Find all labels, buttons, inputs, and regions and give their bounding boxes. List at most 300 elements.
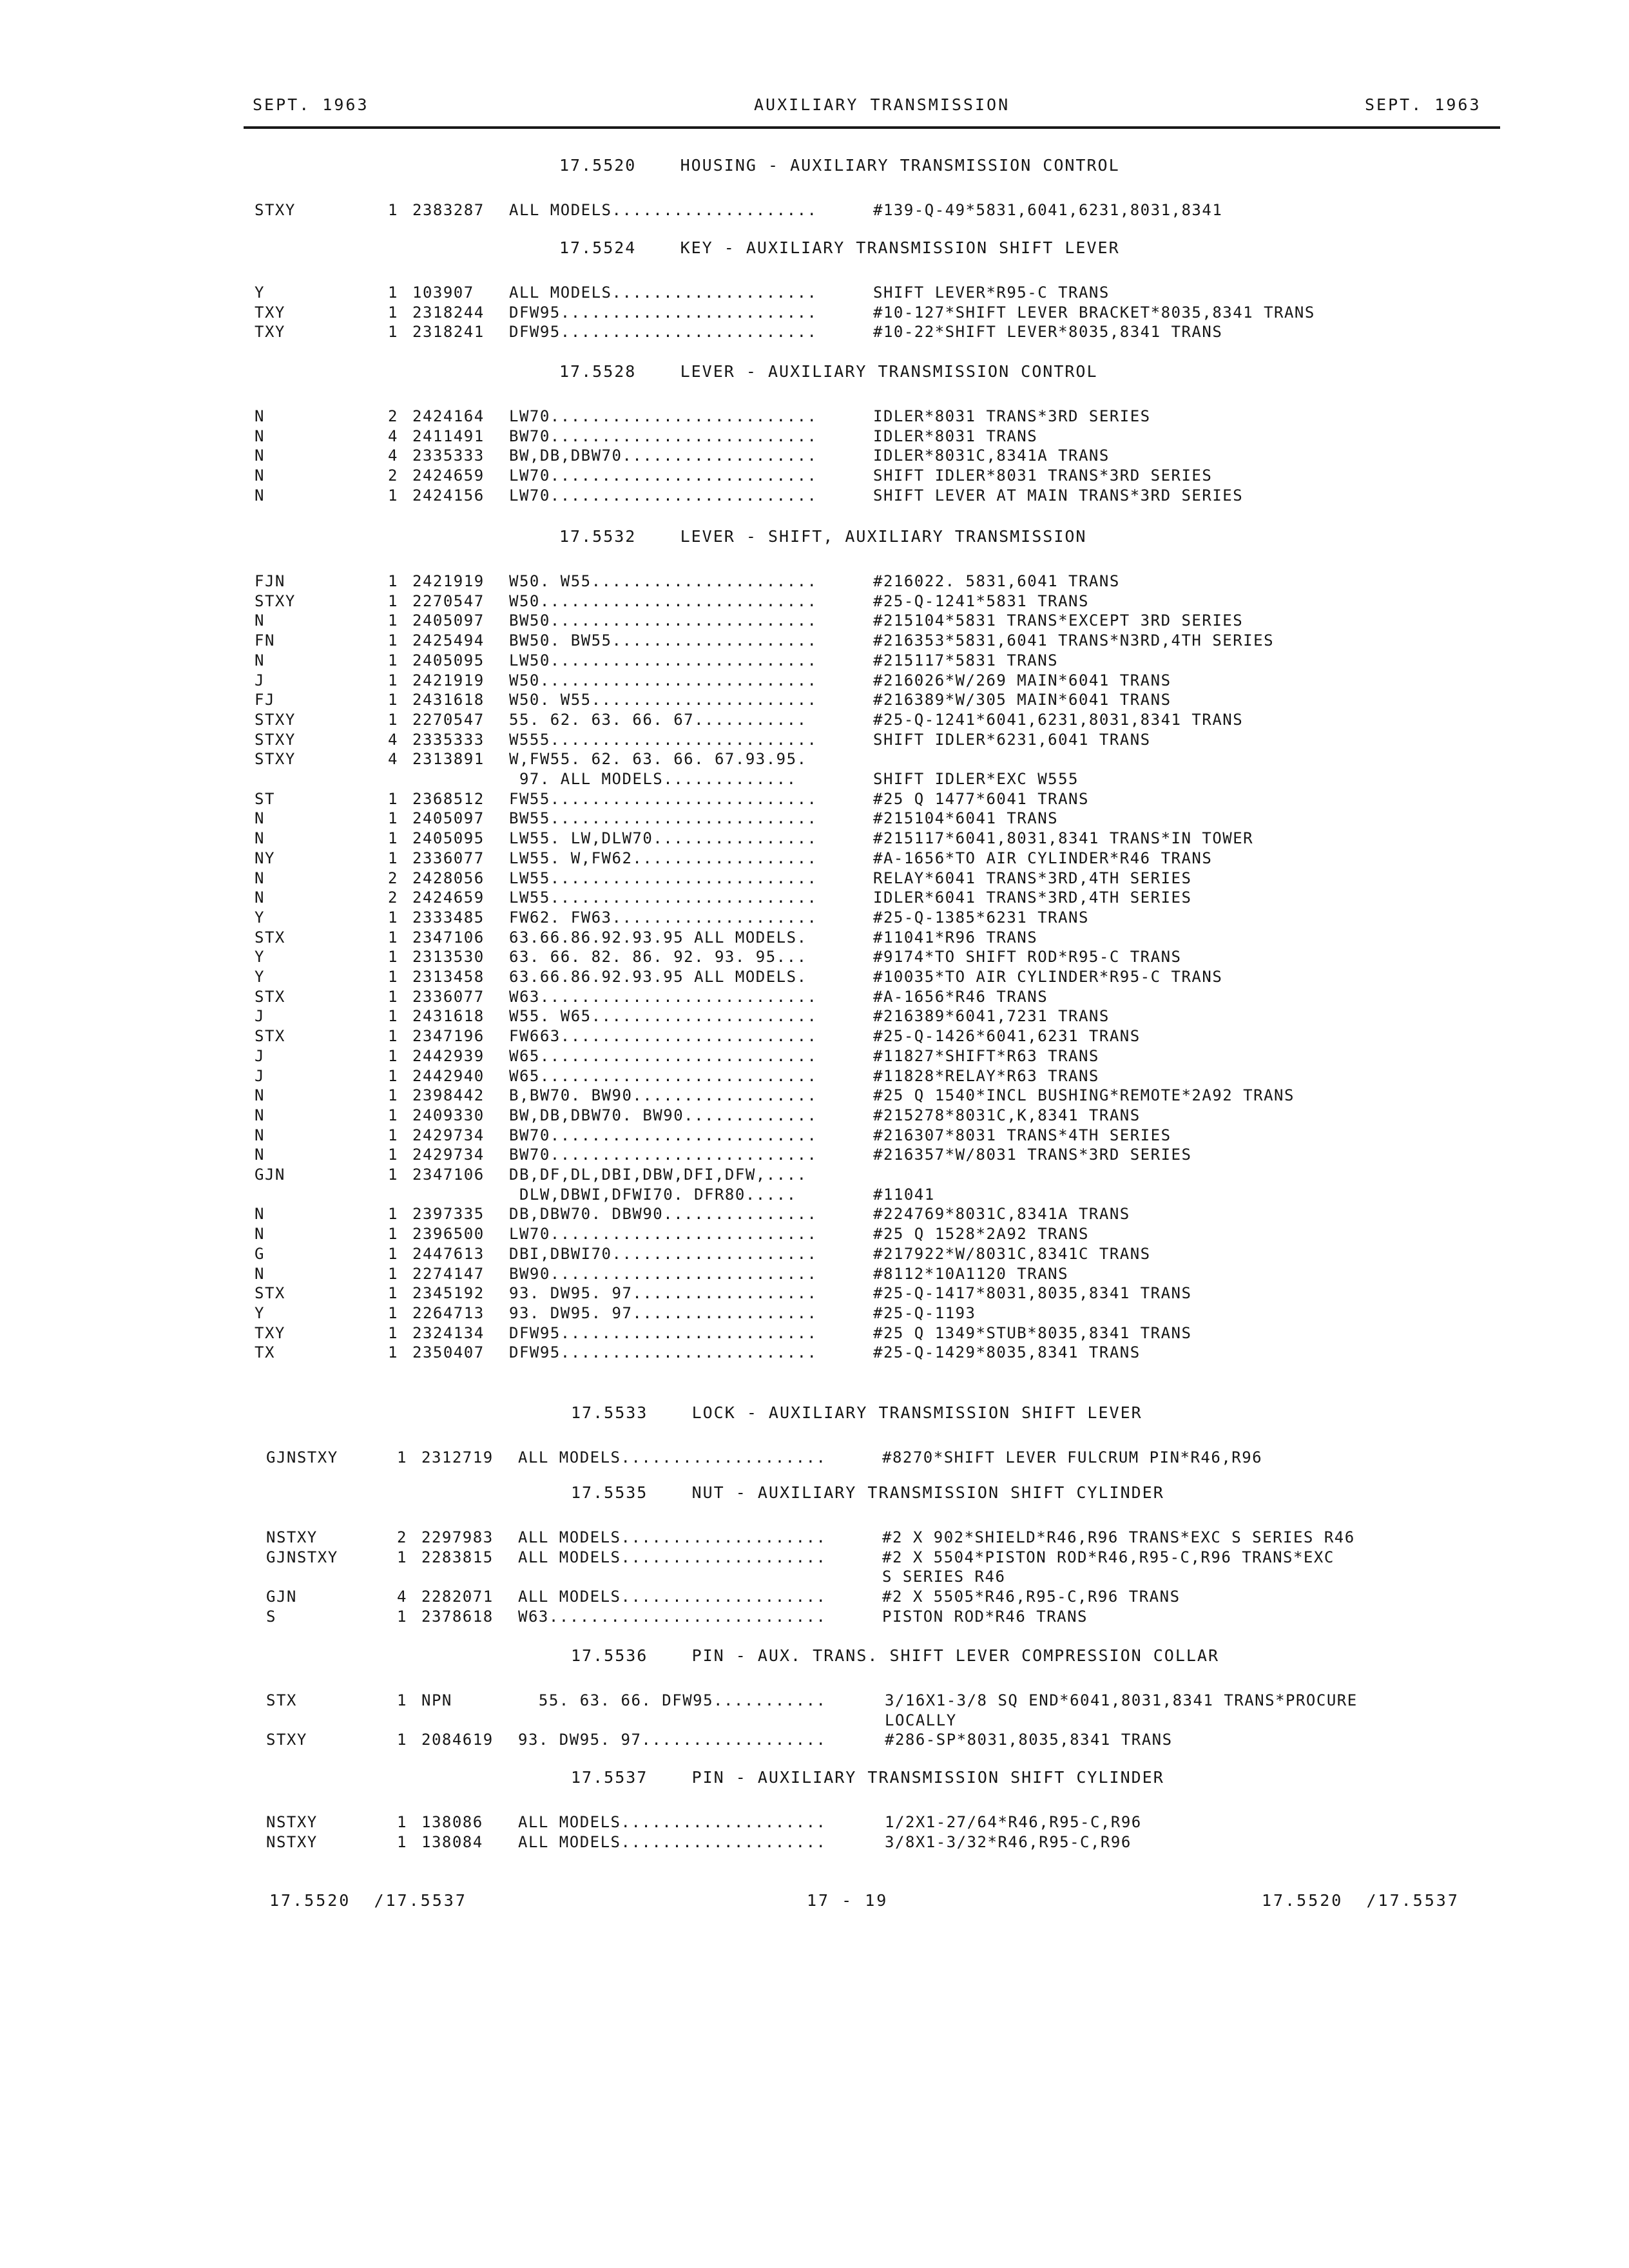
applicability-codes: FN bbox=[255, 631, 275, 649]
quantity: 1 bbox=[388, 1245, 398, 1263]
part-row bbox=[0, 1711, 1629, 1731]
part-row bbox=[0, 1067, 1629, 1086]
model-list: ALL MODELS.................... bbox=[518, 1588, 827, 1606]
description: IDLER*8031C,8341A TRANS bbox=[873, 447, 1110, 465]
description: #216357*W/8031 TRANS*3RD SERIES bbox=[873, 1146, 1192, 1164]
part-row bbox=[0, 948, 1629, 967]
model-list: FW55.......................... bbox=[509, 790, 818, 808]
part-number: 2270547 bbox=[412, 592, 485, 610]
quantity: 1 bbox=[388, 1324, 398, 1342]
part-row bbox=[0, 1027, 1629, 1046]
part-row bbox=[0, 201, 1629, 220]
model-list: W55. W65...................... bbox=[509, 1007, 818, 1025]
description: #25 Q 1540*INCL BUSHING*REMOTE*2A92 TRANS bbox=[873, 1086, 1295, 1104]
part-number: 2378618 bbox=[421, 1608, 494, 1626]
part-row bbox=[0, 1568, 1629, 1587]
part-row bbox=[0, 731, 1629, 750]
description: #215104*6041 TRANS bbox=[873, 809, 1059, 827]
description: IDLER*8031 TRANS bbox=[873, 427, 1038, 445]
quantity: 1 bbox=[388, 1086, 398, 1104]
model-list: W50. W55...................... bbox=[509, 572, 818, 590]
header-title: AUXILIARY TRANSMISSION bbox=[754, 95, 1010, 114]
footer-range-left: 17.5520 /17.5537 bbox=[269, 1891, 467, 1910]
description: SHIFT LEVER AT MAIN TRANS*3RD SERIES bbox=[873, 486, 1244, 505]
quantity: 1 bbox=[388, 988, 398, 1006]
description: SHIFT IDLER*EXC W555 bbox=[873, 770, 1079, 788]
model-list: W555.......................... bbox=[509, 731, 818, 749]
description: #25-Q-1193 bbox=[873, 1304, 976, 1322]
description: #216026*W/269 MAIN*6041 TRANS bbox=[873, 671, 1171, 689]
quantity: 1 bbox=[388, 284, 398, 302]
quantity: 1 bbox=[388, 908, 398, 927]
quantity: 1 bbox=[388, 790, 398, 808]
description: #217922*W/8031C,8341C TRANS bbox=[873, 1245, 1151, 1263]
description: RELAY*6041 TRANS*3RD,4TH SERIES bbox=[873, 869, 1192, 887]
section-code: 17.5528 bbox=[559, 362, 637, 381]
applicability-codes: STXY bbox=[255, 592, 296, 610]
description: #215117*5831 TRANS bbox=[873, 651, 1059, 669]
part-row bbox=[0, 651, 1629, 671]
description: IDLER*6041 TRANS*3RD,4TH SERIES bbox=[873, 889, 1192, 907]
model-list: DFW95......................... bbox=[509, 323, 818, 341]
quantity: 1 bbox=[388, 1126, 398, 1144]
quantity: 1 bbox=[388, 849, 398, 867]
part-row bbox=[0, 711, 1629, 730]
quantity: 1 bbox=[388, 1106, 398, 1124]
part-number: 2424659 bbox=[412, 466, 485, 485]
part-number: 2324134 bbox=[412, 1324, 485, 1342]
model-list: BW70.......................... bbox=[509, 1146, 818, 1164]
quantity: 1 bbox=[388, 1343, 398, 1361]
applicability-codes: G bbox=[255, 1245, 265, 1263]
model-list: BW55.......................... bbox=[509, 809, 818, 827]
section-heading bbox=[571, 1768, 1164, 1787]
model-list: ALL MODELS.................... bbox=[518, 1448, 827, 1466]
part-row bbox=[0, 427, 1629, 447]
model-list: 93. DW95. 97.................. bbox=[509, 1304, 818, 1322]
applicability-codes: STX bbox=[255, 1284, 285, 1302]
applicability-codes: GJN bbox=[255, 1166, 285, 1184]
section-title: LEVER - AUXILIARY TRANSMISSION CONTROL bbox=[680, 362, 1098, 381]
part-number: 2264713 bbox=[412, 1304, 485, 1322]
quantity: 1 bbox=[397, 1691, 407, 1709]
quantity: 1 bbox=[397, 1813, 407, 1831]
part-number: 2333485 bbox=[412, 908, 485, 927]
model-list: DLW,DBWI,DFWI70. DFR80..... bbox=[509, 1186, 797, 1204]
applicability-codes: TXY bbox=[255, 303, 285, 322]
description: #216307*8031 TRANS*4TH SERIES bbox=[873, 1126, 1171, 1144]
applicability-codes: J bbox=[255, 1067, 265, 1085]
section-code: 17.5520 bbox=[559, 156, 637, 175]
applicability-codes: N bbox=[255, 447, 265, 465]
description: #2 X 5504*PISTON ROD*R46,R95-C,R96 TRANS*EXC bbox=[882, 1548, 1335, 1566]
applicability-codes: STX bbox=[255, 988, 285, 1006]
part-row bbox=[0, 1047, 1629, 1066]
part-row bbox=[0, 1833, 1629, 1852]
model-list: 63.66.86.92.93.95 ALL MODELS. bbox=[509, 968, 807, 986]
model-list: 63. 66. 82. 86. 92. 93. 95... bbox=[509, 948, 807, 966]
part-number: 2283815 bbox=[421, 1548, 494, 1566]
description: 3/8X1-3/32*R46,R95-C,R96 bbox=[885, 1833, 1132, 1851]
part-number: 2429734 bbox=[412, 1126, 485, 1144]
description: #216389*6041,7231 TRANS bbox=[873, 1007, 1110, 1025]
part-number: 2424164 bbox=[412, 407, 485, 425]
description: #A-1656*R46 TRANS bbox=[873, 988, 1048, 1006]
applicability-codes: N bbox=[255, 486, 265, 505]
part-row bbox=[0, 1166, 1629, 1185]
model-list: ALL MODELS.................... bbox=[518, 1813, 827, 1831]
quantity: 1 bbox=[388, 592, 398, 610]
description: 1/2X1-27/64*R46,R95-C,R96 bbox=[885, 1813, 1142, 1831]
quantity: 1 bbox=[388, 671, 398, 689]
part-number: 138086 bbox=[421, 1813, 483, 1831]
model-list: 97. ALL MODELS............. bbox=[509, 770, 797, 788]
applicability-codes: Y bbox=[255, 908, 265, 927]
applicability-codes: N bbox=[255, 809, 265, 827]
applicability-codes: NY bbox=[255, 849, 275, 867]
quantity: 1 bbox=[388, 948, 398, 966]
applicability-codes: STXY bbox=[255, 201, 296, 219]
quantity: 1 bbox=[388, 1166, 398, 1184]
description: #216389*W/305 MAIN*6041 TRANS bbox=[873, 691, 1171, 709]
applicability-codes: N bbox=[255, 1265, 265, 1283]
part-row bbox=[0, 1813, 1629, 1832]
part-number: 2396500 bbox=[412, 1225, 485, 1243]
description: LOCALLY bbox=[885, 1711, 957, 1729]
quantity: 1 bbox=[388, 1047, 398, 1065]
applicability-codes: TXY bbox=[255, 323, 285, 341]
part-number: 2313530 bbox=[412, 948, 485, 966]
model-list: LW70.......................... bbox=[509, 466, 818, 485]
part-row bbox=[0, 849, 1629, 869]
description: #10035*TO AIR CYLINDER*R95-C TRANS bbox=[873, 968, 1223, 986]
applicability-codes: ST bbox=[255, 790, 275, 808]
description: #25 Q 1528*2A92 TRANS bbox=[873, 1225, 1089, 1243]
description: S SERIES R46 bbox=[882, 1568, 1006, 1586]
part-row bbox=[0, 869, 1629, 889]
applicability-codes: TXY bbox=[255, 1324, 285, 1342]
part-number: 2312719 bbox=[421, 1448, 494, 1466]
description: #25 Q 1349*STUB*8035,8341 TRANS bbox=[873, 1324, 1192, 1342]
applicability-codes: N bbox=[255, 869, 265, 887]
applicability-codes: STXY bbox=[255, 750, 296, 768]
quantity: 1 bbox=[388, 572, 398, 590]
applicability-codes: N bbox=[255, 1106, 265, 1124]
description: #8112*10A1120 TRANS bbox=[873, 1265, 1069, 1283]
part-row bbox=[0, 1284, 1629, 1303]
part-row bbox=[0, 691, 1629, 710]
section-heading bbox=[559, 156, 1120, 175]
description: #11828*RELAY*R63 TRANS bbox=[873, 1067, 1099, 1085]
applicability-codes: STX bbox=[255, 928, 285, 947]
section-heading bbox=[559, 238, 1120, 257]
part-number: 2347106 bbox=[412, 1166, 485, 1184]
model-list: W50. W55...................... bbox=[509, 691, 818, 709]
part-number: 2336077 bbox=[412, 849, 485, 867]
quantity: 4 bbox=[397, 1588, 407, 1606]
applicability-codes: J bbox=[255, 1047, 265, 1065]
header-date-right: SEPT. 1963 bbox=[1365, 95, 1481, 114]
quantity: 1 bbox=[397, 1448, 407, 1466]
part-number: 2424156 bbox=[412, 486, 485, 505]
description: #25-Q-1429*8035,8341 TRANS bbox=[873, 1343, 1141, 1361]
quantity: 2 bbox=[388, 466, 398, 485]
section-title: LEVER - SHIFT, AUXILIARY TRANSMISSION bbox=[680, 527, 1087, 546]
model-list: LW55. W,FW62.................. bbox=[509, 849, 818, 867]
section-title: KEY - AUXILIARY TRANSMISSION SHIFT LEVER bbox=[680, 238, 1120, 257]
model-list: W63........................... bbox=[509, 988, 818, 1006]
part-number: 2347196 bbox=[412, 1027, 485, 1045]
description: #25-Q-1426*6041,6231 TRANS bbox=[873, 1027, 1141, 1045]
model-list: DFW95......................... bbox=[509, 1343, 818, 1361]
section-title: PIN - AUXILIARY TRANSMISSION SHIFT CYLINDER bbox=[691, 1768, 1164, 1787]
applicability-codes: N bbox=[255, 611, 265, 629]
section-code: 17.5535 bbox=[571, 1483, 648, 1502]
part-row bbox=[0, 1106, 1629, 1126]
description: SHIFT IDLER*8031 TRANS*3RD SERIES bbox=[873, 466, 1213, 485]
model-list: DFW95......................... bbox=[509, 1324, 818, 1342]
part-number: 2431618 bbox=[412, 1007, 485, 1025]
model-list: ALL MODELS.................... bbox=[509, 201, 818, 219]
model-list: 93. DW95. 97.................. bbox=[518, 1731, 827, 1749]
part-row bbox=[0, 1245, 1629, 1264]
description: #215117*6041,8031,8341 TRANS*IN TOWER bbox=[873, 829, 1254, 847]
part-row bbox=[0, 770, 1629, 789]
part-number: 2425494 bbox=[412, 631, 485, 649]
description: #215104*5831 TRANS*EXCEPT 3RD SERIES bbox=[873, 611, 1244, 629]
description: #216022. 5831,6041 TRANS bbox=[873, 572, 1120, 590]
applicability-codes: N bbox=[255, 427, 265, 445]
section-title: HOUSING - AUXILIARY TRANSMISSION CONTROL bbox=[680, 156, 1120, 175]
quantity: 1 bbox=[388, 1146, 398, 1164]
part-number: 2431618 bbox=[412, 691, 485, 709]
part-number: 2368512 bbox=[412, 790, 485, 808]
applicability-codes: N bbox=[255, 1146, 265, 1164]
part-number: 2429734 bbox=[412, 1146, 485, 1164]
description: #11041 bbox=[873, 1186, 935, 1204]
part-number: 2421919 bbox=[412, 671, 485, 689]
part-row bbox=[0, 1265, 1629, 1284]
description: PISTON ROD*R46 TRANS bbox=[882, 1608, 1088, 1626]
part-number: 2405095 bbox=[412, 651, 485, 669]
section-heading bbox=[571, 1483, 1164, 1502]
applicability-codes: N bbox=[255, 651, 265, 669]
quantity: 1 bbox=[397, 1731, 407, 1749]
part-row bbox=[0, 303, 1629, 323]
part-row bbox=[0, 1548, 1629, 1568]
quantity: 2 bbox=[388, 869, 398, 887]
quantity: 1 bbox=[397, 1833, 407, 1851]
description: #216353*5831,6041 TRANS*N3RD,4TH SERIES bbox=[873, 631, 1275, 649]
section-code: 17.5524 bbox=[559, 238, 637, 257]
description: #25-Q-1385*6231 TRANS bbox=[873, 908, 1089, 927]
quantity: 1 bbox=[388, 1225, 398, 1243]
section-heading bbox=[571, 1646, 1219, 1665]
model-list: DFW95......................... bbox=[509, 303, 818, 322]
model-list: 55. 62. 63. 66. 67........... bbox=[509, 711, 807, 729]
quantity: 4 bbox=[388, 447, 398, 465]
part-row bbox=[0, 790, 1629, 809]
part-number: 2428056 bbox=[412, 869, 485, 887]
description: #A-1656*TO AIR CYLINDER*R46 TRANS bbox=[873, 849, 1213, 867]
quantity: 1 bbox=[388, 809, 398, 827]
model-list: LW50.......................... bbox=[509, 651, 818, 669]
part-row bbox=[0, 750, 1629, 769]
quantity: 1 bbox=[388, 829, 398, 847]
part-row bbox=[0, 671, 1629, 691]
part-row bbox=[0, 572, 1629, 591]
quantity: 2 bbox=[388, 407, 398, 425]
part-row bbox=[0, 829, 1629, 849]
section-heading bbox=[559, 362, 1098, 381]
part-row bbox=[0, 908, 1629, 928]
part-number: 2084619 bbox=[421, 1731, 494, 1749]
applicability-codes: STX bbox=[266, 1691, 297, 1709]
applicability-codes: Y bbox=[255, 948, 265, 966]
part-row bbox=[0, 447, 1629, 466]
part-row bbox=[0, 1186, 1629, 1205]
model-list: LW55. LW,DLW70................ bbox=[509, 829, 818, 847]
quantity: 1 bbox=[388, 1027, 398, 1045]
footer-range-right: 17.5520 /17.5537 bbox=[1262, 1891, 1460, 1910]
quantity: 1 bbox=[388, 711, 398, 729]
part-row bbox=[0, 1448, 1629, 1468]
part-row bbox=[0, 284, 1629, 303]
quantity: 1 bbox=[388, 651, 398, 669]
applicability-codes: FJ bbox=[255, 691, 275, 709]
model-list: 55. 63. 66. DFW95........... bbox=[518, 1691, 827, 1709]
part-number: 103907 bbox=[412, 284, 474, 302]
description: #286-SP*8031,8035,8341 TRANS bbox=[885, 1731, 1173, 1749]
description: #2 X 5505*R46,R95-C,R96 TRANS bbox=[882, 1588, 1181, 1606]
applicability-codes: N bbox=[255, 889, 265, 907]
section-code: 17.5533 bbox=[571, 1403, 648, 1422]
part-row bbox=[0, 407, 1629, 427]
quantity: 4 bbox=[388, 731, 398, 749]
quantity: 2 bbox=[388, 889, 398, 907]
description: IDLER*8031 TRANS*3RD SERIES bbox=[873, 407, 1151, 425]
description: #10-127*SHIFT LEVER BRACKET*8035,8341 TRANS bbox=[873, 303, 1315, 322]
description: #25-Q-1241*6041,6231,8031,8341 TRANS bbox=[873, 711, 1244, 729]
applicability-codes: STXY bbox=[266, 1731, 307, 1749]
quantity: 1 bbox=[388, 486, 398, 505]
quantity: 1 bbox=[388, 968, 398, 986]
part-number: 2335333 bbox=[412, 731, 485, 749]
quantity: 1 bbox=[388, 928, 398, 947]
part-number: 2274147 bbox=[412, 1265, 485, 1283]
description: SHIFT IDLER*6231,6041 TRANS bbox=[873, 731, 1151, 749]
part-number: 2405095 bbox=[412, 829, 485, 847]
part-row bbox=[0, 1304, 1629, 1323]
description: #11041*R96 TRANS bbox=[873, 928, 1038, 947]
applicability-codes: N bbox=[255, 1205, 265, 1223]
part-number: 2398442 bbox=[412, 1086, 485, 1104]
model-list: 63.66.86.92.93.95 ALL MODELS. bbox=[509, 928, 807, 947]
description: #25-Q-1417*8031,8035,8341 TRANS bbox=[873, 1284, 1192, 1302]
quantity: 1 bbox=[397, 1548, 407, 1566]
part-number: 2335333 bbox=[412, 447, 485, 465]
applicability-codes: STXY bbox=[255, 731, 296, 749]
part-number: 2447613 bbox=[412, 1245, 485, 1263]
part-row bbox=[0, 809, 1629, 829]
model-list: ALL MODELS.................... bbox=[518, 1833, 827, 1851]
part-number: 138084 bbox=[421, 1833, 483, 1851]
model-list: ALL MODELS.................... bbox=[518, 1528, 827, 1546]
part-number: 2405097 bbox=[412, 809, 485, 827]
model-list: ALL MODELS.................... bbox=[518, 1548, 827, 1566]
quantity: 4 bbox=[388, 750, 398, 768]
applicability-codes: Y bbox=[255, 284, 265, 302]
part-row bbox=[0, 323, 1629, 342]
quantity: 1 bbox=[388, 323, 398, 341]
part-row bbox=[0, 968, 1629, 987]
part-row bbox=[0, 1324, 1629, 1343]
part-row bbox=[0, 1086, 1629, 1106]
applicability-codes: N bbox=[255, 1126, 265, 1144]
model-list: W50........................... bbox=[509, 671, 818, 689]
description: #10-22*SHIFT LEVER*8035,8341 TRANS bbox=[873, 323, 1223, 341]
part-number: 2411491 bbox=[412, 427, 485, 445]
quantity: 1 bbox=[388, 1007, 398, 1025]
part-row bbox=[0, 928, 1629, 948]
applicability-codes: NSTXY bbox=[266, 1528, 318, 1546]
part-row bbox=[0, 1691, 1629, 1711]
part-number: 2318241 bbox=[412, 323, 485, 341]
quantity: 1 bbox=[388, 1067, 398, 1085]
model-list: BW70.......................... bbox=[509, 427, 818, 445]
description: #25-Q-1241*5831 TRANS bbox=[873, 592, 1089, 610]
part-number: 2297983 bbox=[421, 1528, 494, 1546]
applicability-codes: J bbox=[255, 671, 265, 689]
description: #139-Q-49*5831,6041,6231,8031,8341 bbox=[873, 201, 1223, 219]
model-list: BW,DB,DBW70. BW90............. bbox=[509, 1106, 818, 1124]
model-list: W65........................... bbox=[509, 1047, 818, 1065]
model-list: FW663......................... bbox=[509, 1027, 818, 1045]
footer-page-number: 17 - 19 bbox=[807, 1891, 889, 1910]
model-list: LW70.......................... bbox=[509, 1225, 818, 1243]
description: #8270*SHIFT LEVER FULCRUM PIN*R46,R96 bbox=[882, 1448, 1263, 1466]
section-title: NUT - AUXILIARY TRANSMISSION SHIFT CYLINDER bbox=[691, 1483, 1164, 1502]
part-row bbox=[0, 631, 1629, 651]
model-list: BW70.......................... bbox=[509, 1126, 818, 1144]
model-list: LW55.......................... bbox=[509, 869, 818, 887]
part-number: 2336077 bbox=[412, 988, 485, 1006]
model-list: W65........................... bbox=[509, 1067, 818, 1085]
description: #224769*8031C,8341A TRANS bbox=[873, 1205, 1130, 1223]
applicability-codes: N bbox=[255, 407, 265, 425]
quantity: 1 bbox=[388, 631, 398, 649]
quantity: 1 bbox=[388, 303, 398, 322]
model-list: LW55.......................... bbox=[509, 889, 818, 907]
part-number: 2405097 bbox=[412, 611, 485, 629]
applicability-codes: STX bbox=[255, 1027, 285, 1045]
applicability-codes: GJN bbox=[266, 1588, 297, 1606]
model-list: BW50.......................... bbox=[509, 611, 818, 629]
description: #25 Q 1477*6041 TRANS bbox=[873, 790, 1089, 808]
model-list: DB,DBW70. DBW90............... bbox=[509, 1205, 818, 1223]
model-list: BW50. BW55.................... bbox=[509, 631, 818, 649]
quantity: 1 bbox=[388, 1304, 398, 1322]
part-number: 2313458 bbox=[412, 968, 485, 986]
model-list: 93. DW95. 97.................. bbox=[509, 1284, 818, 1302]
section-heading bbox=[571, 1403, 1142, 1422]
applicability-codes: N bbox=[255, 1225, 265, 1243]
part-number: 2282071 bbox=[421, 1588, 494, 1606]
quantity: 1 bbox=[388, 1284, 398, 1302]
part-row bbox=[0, 1528, 1629, 1548]
part-number: 2270547 bbox=[412, 711, 485, 729]
description: #215278*8031C,K,8341 TRANS bbox=[873, 1106, 1141, 1124]
